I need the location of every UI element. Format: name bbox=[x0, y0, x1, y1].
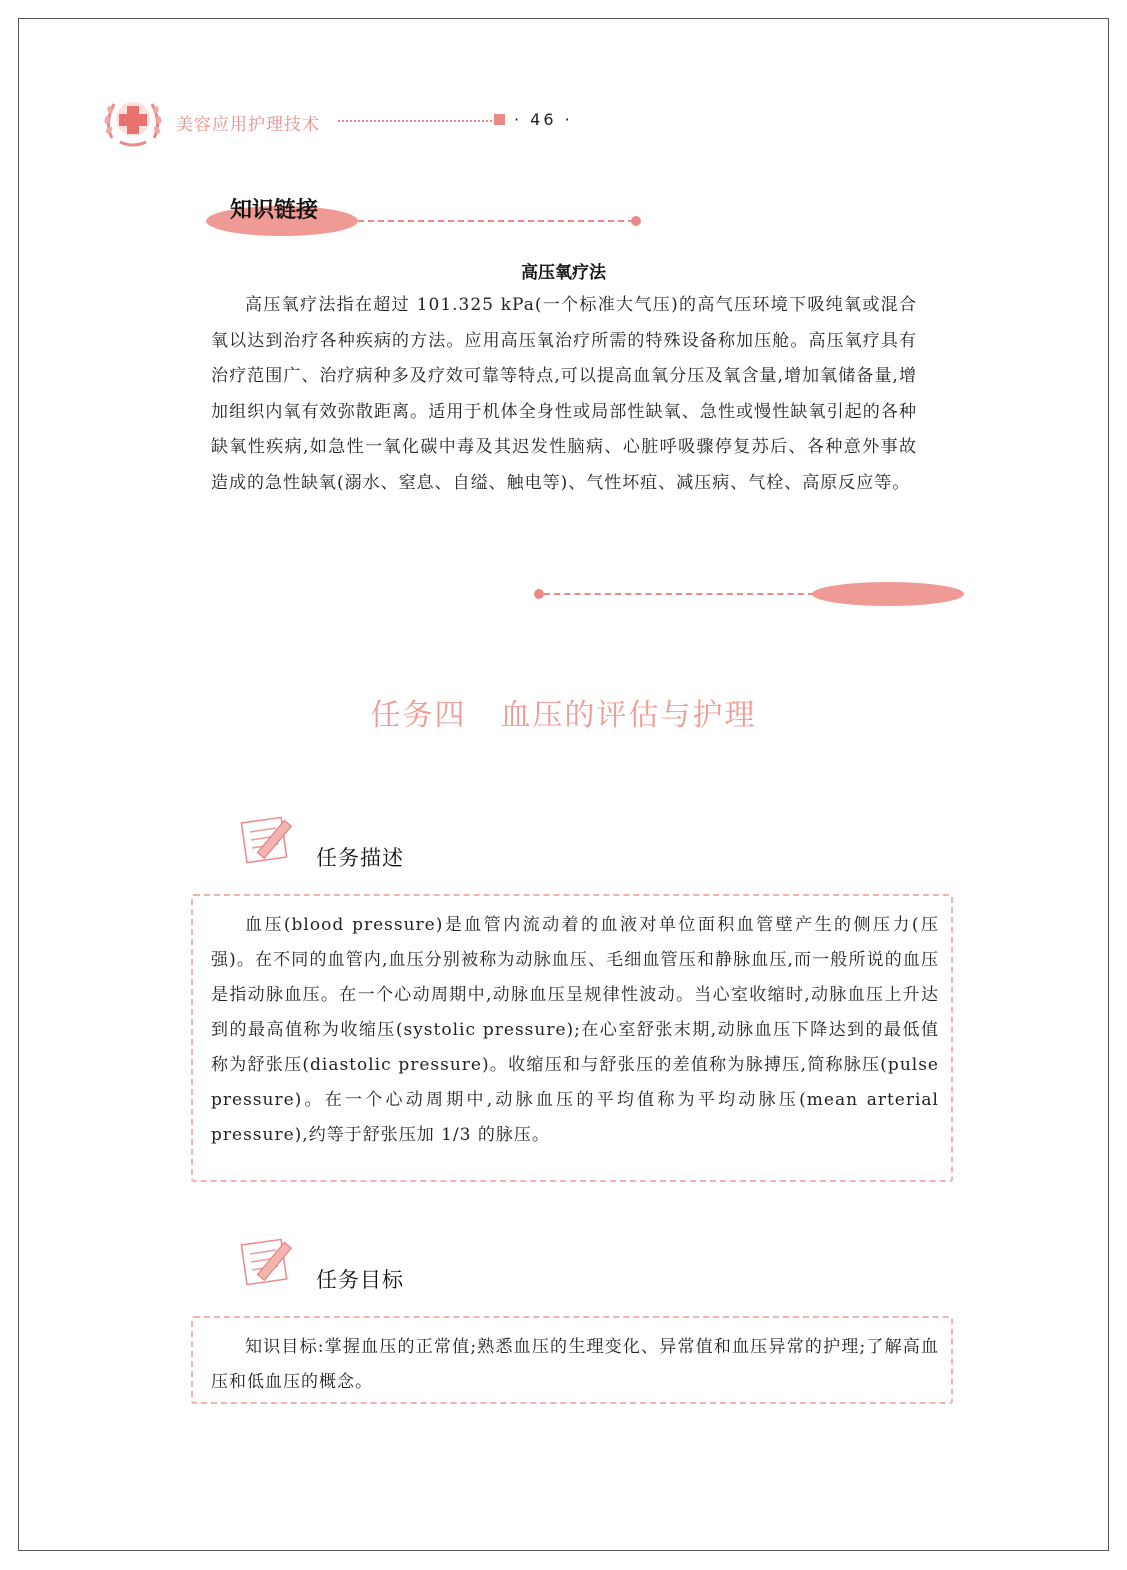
knowledge-link-label: 知识链接 bbox=[230, 198, 319, 223]
book-title: 美容应用护理技术 bbox=[176, 115, 320, 135]
header-square-marker bbox=[494, 114, 505, 125]
task-description-box bbox=[191, 894, 953, 1182]
page-number: · 46 · bbox=[514, 110, 573, 129]
knowledge-link-dot bbox=[631, 216, 641, 226]
knowledge-link-paragraph: 高压氧疗法指在超过 101.325 kPa(一个标准大气压)的高气压环境下吸纯氧或混合氧以达到治疗各种疾病的方法。应用高压氧治疗所需的特殊设备称加压舱。高压氧疗具有治疗范围广、治疗病种多及疗效可靠等特点,可以提高血氧分压及氧含量,增加氧储备量,增加组织内氧有效弥散距离。适用于机体全身性或局部性缺氧、急性或慢性缺氧引起的各种缺氧性疾病,如急性一氧化碳中毒及其迟发性脑病、心脏呼吸骤停复苏后、各种意外事故造成的急性缺氧(溺水、窒息、自缢、触电等)、气性坏疽、减压病、气栓、高原反应等。 bbox=[211, 295, 917, 493]
knowledge-link-end-line bbox=[544, 593, 814, 595]
notebook-pen-icon bbox=[240, 1234, 304, 1288]
task-description-paragraph: 血压(blood pressure)是血管内流动着的血液对单位面积血管壁产生的侧压力(压强)。在不同的血管内,血压分别被称为动脉血压、毛细血管压和静脉血压,而一般所说的血压是指动脉血压。在一个心动周期中,动脉血压呈规律性波动。当心室收缩时,动脉血压上升达到的最高值称为收缩压(systolic pressure);在心室舒张末期,动脉血压下降达到的最低值称为舒张压(diastolic pressure)。收缩压和与舒张压的差值称为脉搏压,简称脉压(pulse pressure)。在一个心动周期中,动脉血压的平均值称为平均动脉压(mean arterial pressure),约等于舒张压加 1/3 的脉压。 bbox=[211, 915, 939, 1145]
task-title: 血压的评估与护理 bbox=[500, 698, 757, 733]
medical-cross-laurel-logo-icon bbox=[102, 92, 164, 150]
knowledge-link-end-badge bbox=[812, 582, 964, 606]
header-dotted-line bbox=[338, 120, 492, 122]
task-objectives-box bbox=[191, 1316, 953, 1404]
notebook-pen-icon bbox=[240, 812, 304, 866]
task-heading bbox=[0, 690, 1127, 734]
task-objectives-paragraph: 知识目标:掌握血压的正常值;熟悉血压的生理变化、异常值和血压异常的护理;了解高血压和低血压的概念。 bbox=[211, 1337, 939, 1392]
knowledge-link-end-dot bbox=[534, 589, 544, 599]
knowledge-link-dashed-line bbox=[358, 220, 634, 222]
task-description-label: 任务描述 bbox=[316, 846, 404, 870]
task-objectives-label: 任务目标 bbox=[316, 1268, 404, 1292]
knowledge-link-subtitle: 高压氧疗法 bbox=[521, 263, 606, 283]
task-number: 任务四 bbox=[370, 698, 467, 733]
